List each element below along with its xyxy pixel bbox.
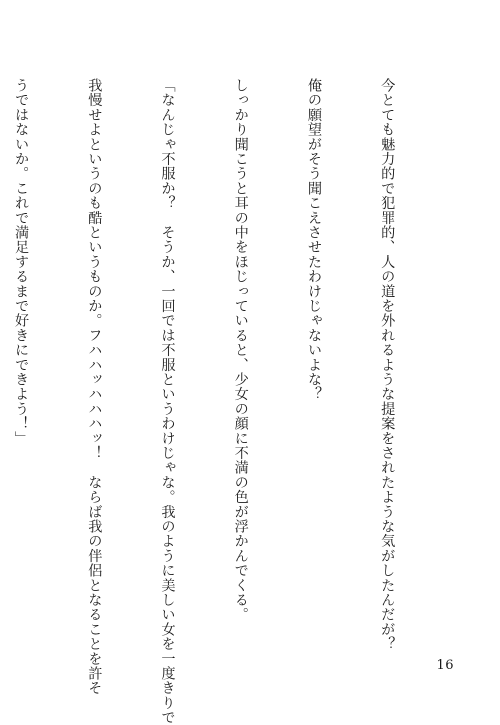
- text-line: 我慢せよというのも酷というものか。フハハッハハハッ！ ならば我の伴侶となることを許そ: [86, 78, 103, 696]
- text-line: 俺の願望がそう聞こえさせたわけじゃないよな？: [305, 78, 322, 402]
- text-line: うではないか。これで満足するまで好きにできよう！」: [13, 78, 30, 446]
- text-line: 「なんじゃ不服か？ そうか、一回では不服というわけじゃな。我のように美しい女を一度きりで: [159, 78, 176, 725]
- text-line: 今とても魅力的で犯罪的、人の道を外れるような提案をされたような気がしたんだが？: [379, 78, 396, 652]
- page-number: 16: [436, 658, 454, 673]
- text-line: しっかり聞こうと耳の中をほじっていると、少女の顔に不満の色が浮かんでくる。: [232, 78, 249, 622]
